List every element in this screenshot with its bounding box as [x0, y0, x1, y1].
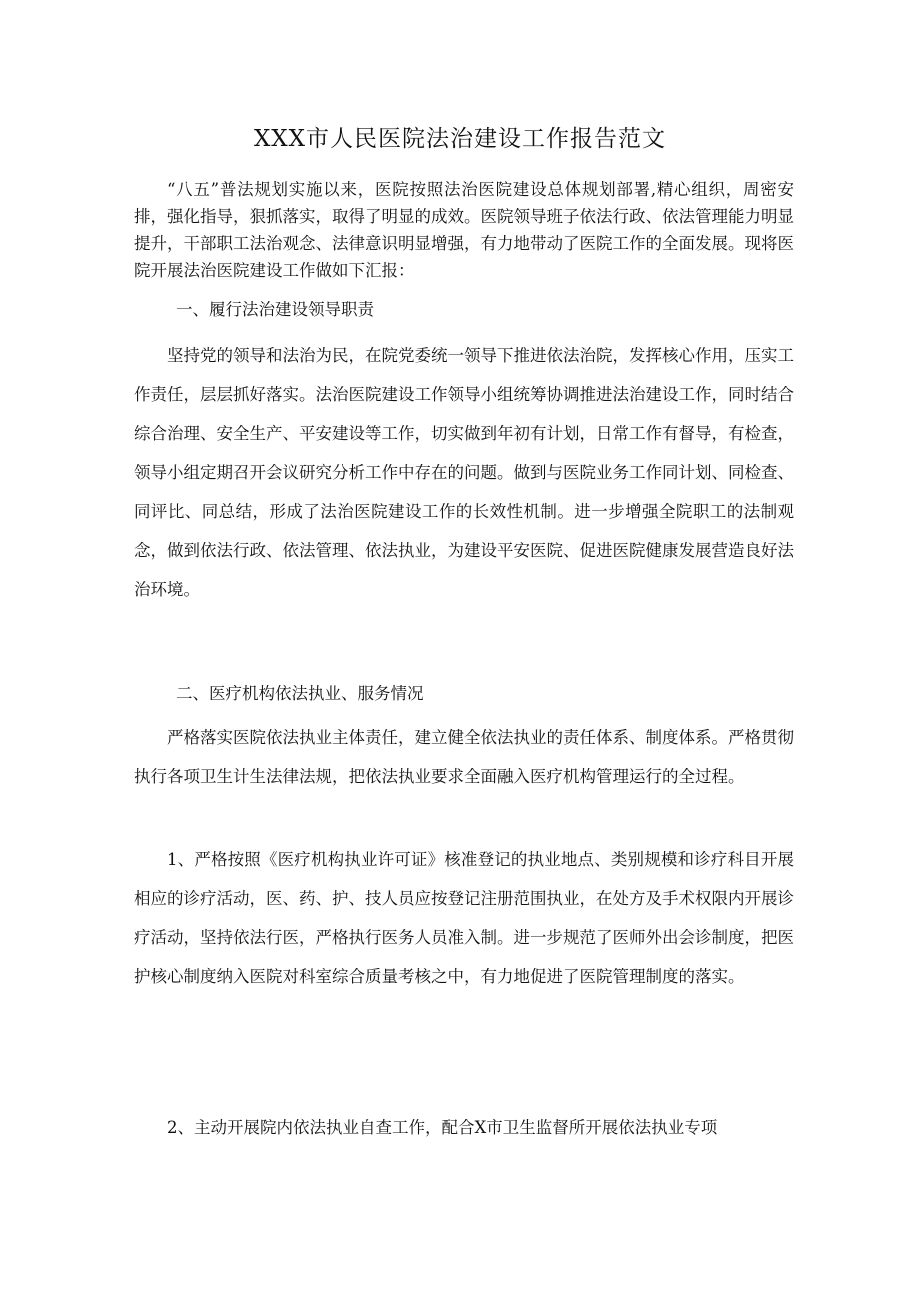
item2-paragraph: 2、主动开展院内依法执业自查工作，配合X市卫生监督所开展依法执业专项 [167, 1118, 718, 1137]
intro-paragraph: “八五”普法规划实施以来，医院按照法治医院建设总体规划部署,精心组织，周密安排，强化指导，狠抓落实，取得了明显的成效。医院领导班子依法行政、依法管理能力明显提升，干部职工法治观念、法律意识明显增强，有力地带动了医院工作的全面发展。现将医院开展法治医院建设工作做如下汇报： [134, 180, 794, 280]
section2-heading: 二、医疗机构依法执业、服务情况 [176, 684, 424, 703]
section1-heading: 一、履行法治建设领导职责 [176, 300, 374, 319]
section1-paragraph: 坚持党的领导和法治为民，在院党委统一领导下推进依法治院，发挥核心作用，压实工作责任，层层抓好落实。法治医院建设工作领导小组统筹协调推进法治建设工作，同时结合综合治理、安全生产、平安建设等工作，切实做到年初有计划，日常工作有督导，有检查，领导小组定期召开会议研究分析工作中存在的问题。做到与医院业务工作同计划、同检查、同评比、同总结，形成了法治医院建设工作的长效性机制。进一步增强全院职工的法制观念，做到依法行政、依法管理、依法执业，为建设平安医院、促进医院健康发展营造良好法治环境。 [134, 346, 794, 599]
section2-paragraph: 严格落实医院依法执业主体责任，建立健全依法执业的责任体系、制度体系。严格贯彻执行各项卫生计生法律法规，把依法执业要求全面融入医疗机构管理运行的全过程。 [134, 728, 794, 786]
item1-paragraph: 1、严格按照《医疗机构执业许可证》核准登记的执业地点、类别规模和诊疗科目开展相应的诊疗活动，医、药、护、技人员应按登记注册范围执业，在处方及手术权限内开展诊疗活动，坚持依法行医，严格执行医务人员准入制。进一步规范了医师外出会诊制度，把医护核心制度纳入医院对科室综合质量考核之中，有力地促进了医院管理制度的落实。 [134, 850, 794, 986]
document-title: XXX市人民医院法治建设工作报告范文 [253, 126, 667, 152]
